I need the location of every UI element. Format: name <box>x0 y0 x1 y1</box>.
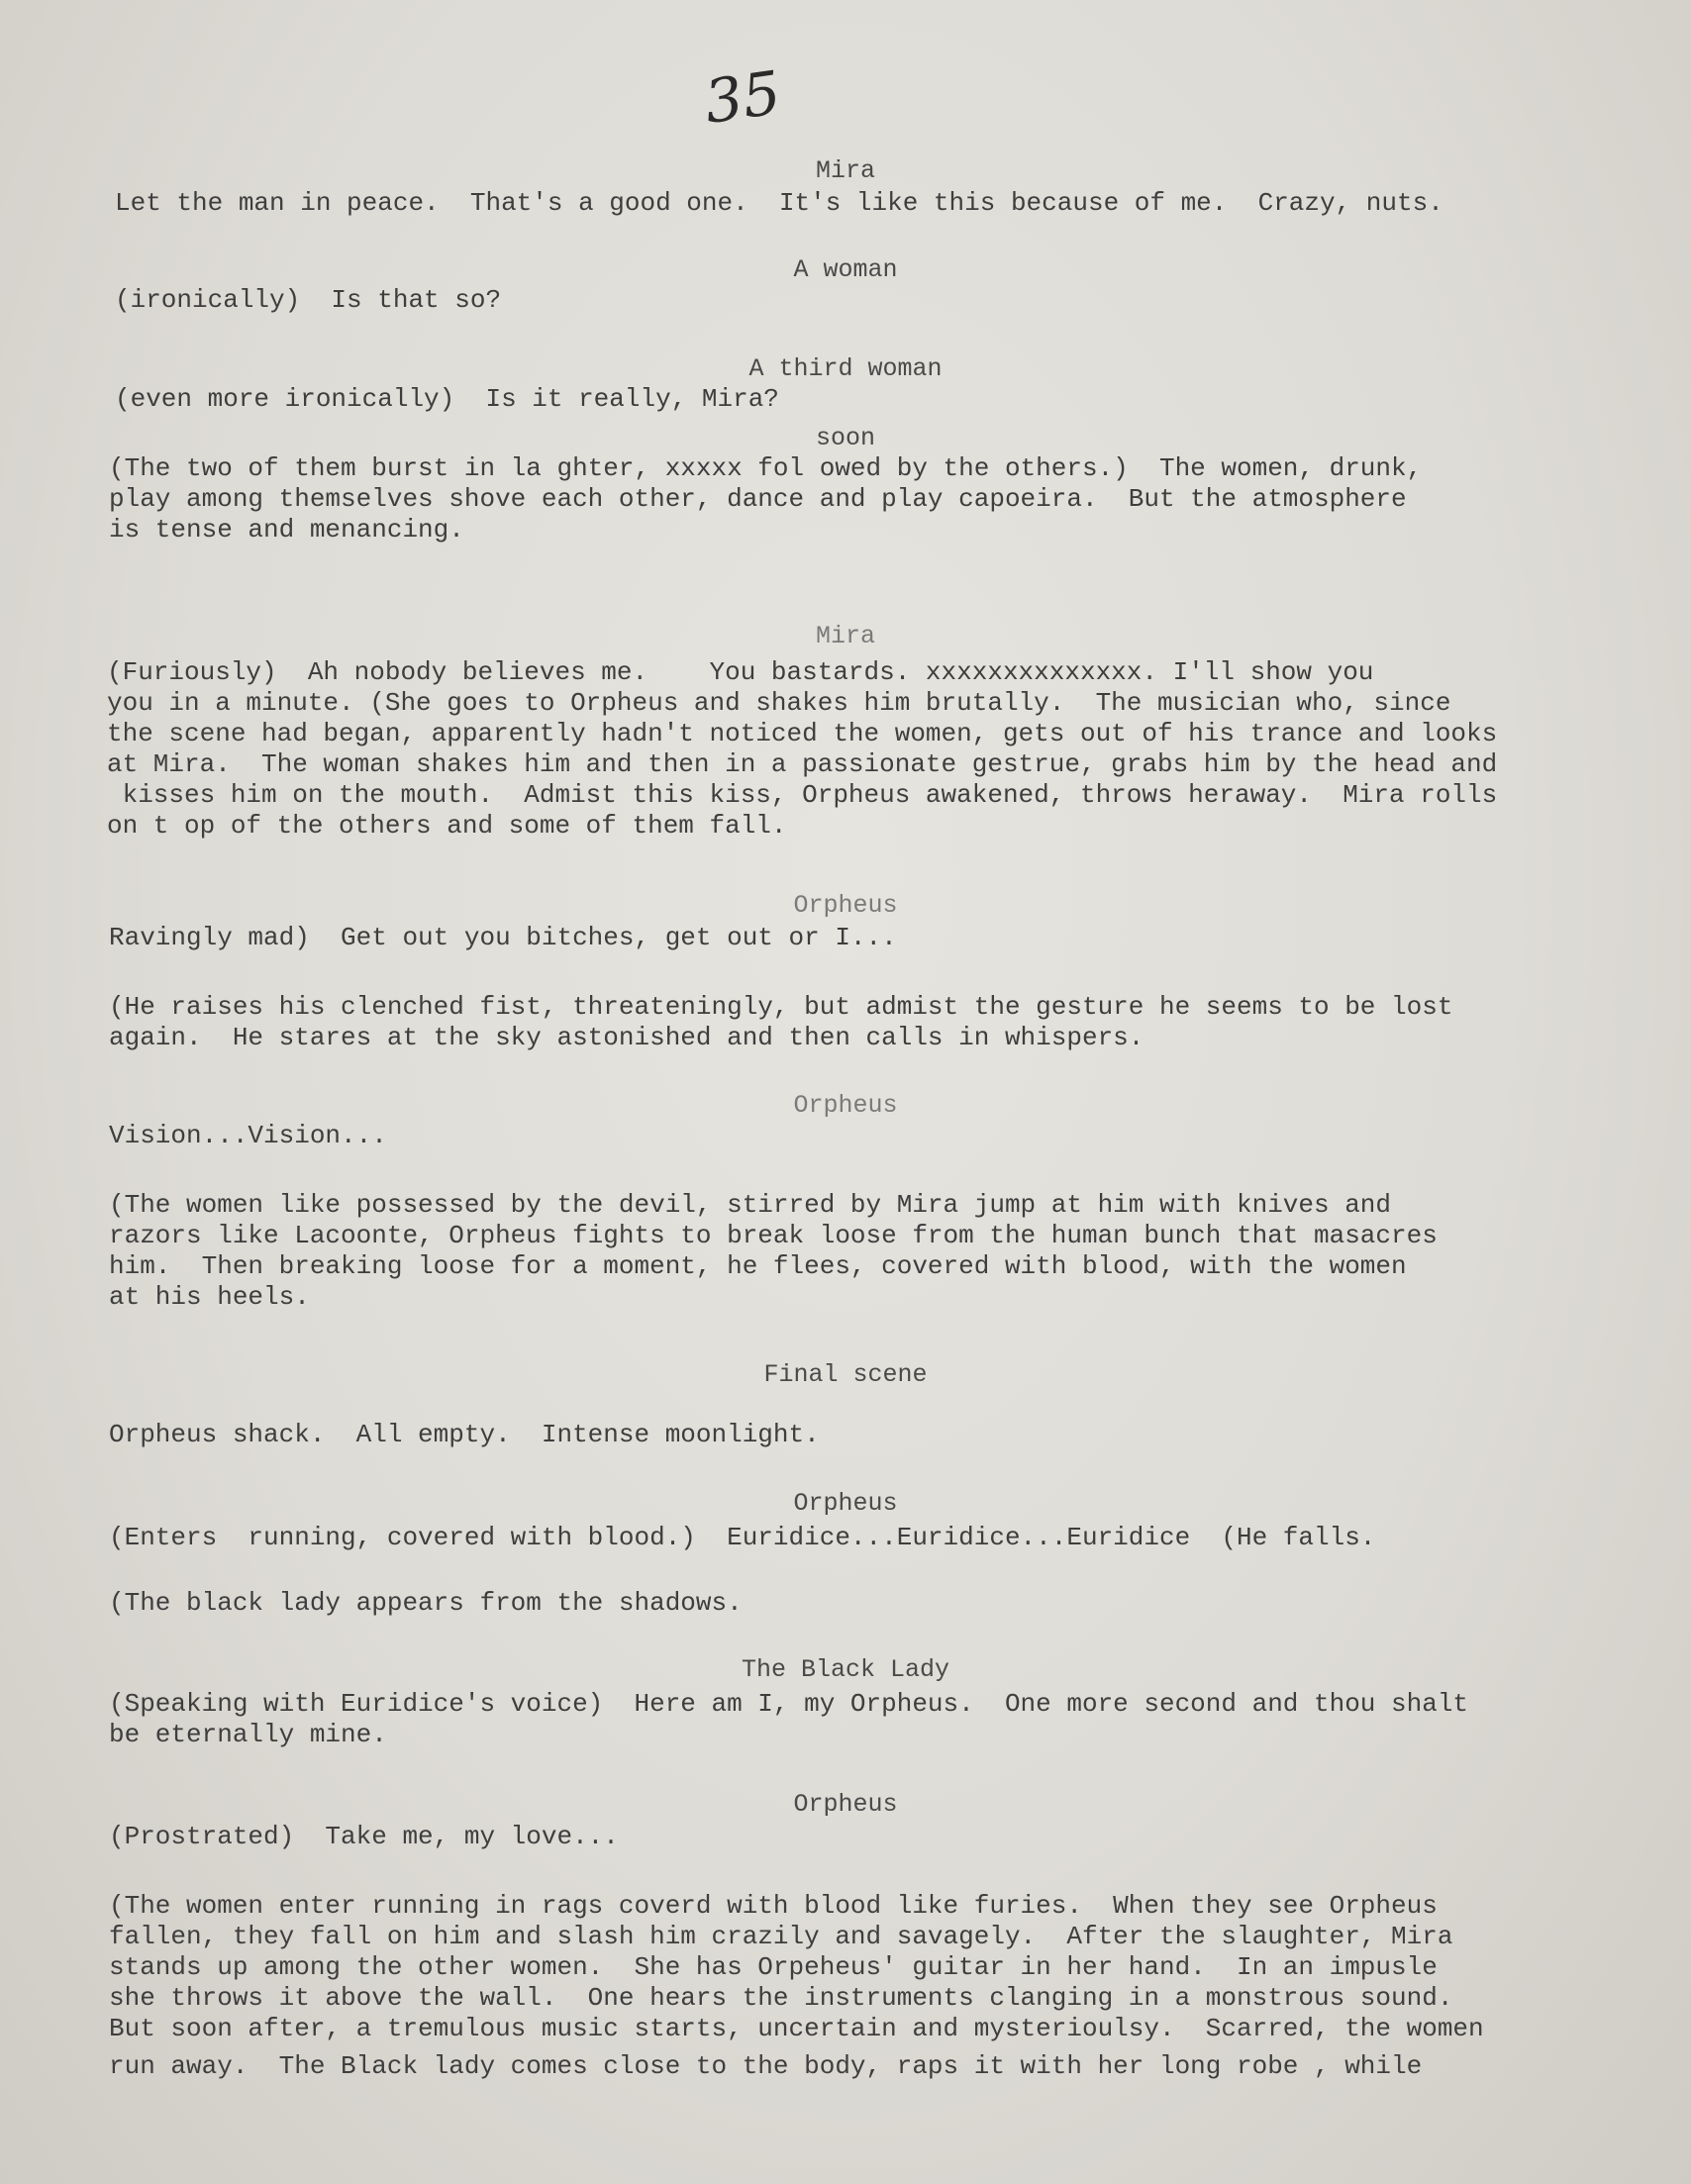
script-line: (The two of them burst in la ghter, xxxxx fol owed by the others.) The women, drunk, <box>109 453 1423 483</box>
script-line: is tense and menancing. <box>109 515 464 545</box>
script-line: at Mira. The woman shakes him and then in a passionate gestrue, grabs him by the head and <box>107 749 1498 779</box>
script-line: (The women enter running in rags coverd with blood like furies. When they see Orpheus <box>109 1891 1438 1921</box>
speaker-name: Final scene <box>763 1360 928 1389</box>
script-line: Vision...Vision... <box>109 1121 387 1150</box>
speaker-name: The Black Lady <box>741 1655 950 1684</box>
script-line: stands up among the other women. She has Orpeheus' guitar in her hand. In an impusle <box>109 1952 1438 1982</box>
script-line: on t op of the others and some of them fall. <box>107 811 787 841</box>
script-line: fallen, they fall on him and slash him crazily and savagely. After the slaughter, Mira <box>109 1922 1453 1951</box>
script-line: (Enters running, covered with blood.) Euridice...Euridice...Euridice (He falls. <box>109 1523 1376 1552</box>
script-line: (ironically) Is that so? <box>115 285 502 315</box>
script-line: Orpheus shack. All empty. Intense moonlight. <box>109 1420 820 1449</box>
speaker-name: Mira <box>815 156 875 185</box>
script-line: play among themselves shove each other, dance and play capoeira. But the atmosphere <box>109 484 1407 514</box>
speaker-name: Orpheus <box>793 1790 898 1819</box>
script-line: (Furiously) Ah nobody believes me. You bastards. xxxxxxxxxxxxxx. I'll show you <box>107 657 1374 687</box>
script-line: (The black lady appears from the shadows. <box>109 1588 743 1618</box>
speaker-name: A third woman <box>748 354 943 383</box>
script-line: be eternally mine. <box>109 1720 387 1749</box>
page-number: 35 <box>700 58 785 138</box>
speaker-name: Orpheus <box>793 891 898 920</box>
script-line: run away. The Black lady comes close to the body, raps it with her long robe , while <box>109 2051 1423 2081</box>
script-line: you in a minute. (She goes to Orpheus and shakes him brutally. The musician who, since <box>107 688 1451 718</box>
script-line: But soon after, a tremulous music starts, uncertain and mysterioulsy. Scarred, the women <box>109 2014 1484 2043</box>
speaker-name: Orpheus <box>793 1091 898 1120</box>
script-line: (Prostrated) Take me, my love... <box>109 1822 619 1851</box>
script-line: the scene had began, apparently hadn't noticed the women, gets out of his trance and looks <box>107 719 1498 748</box>
speaker-name: soon <box>815 424 875 452</box>
script-line: (He raises his clenched fist, threateningly, but admist the gesture he seems to be lost <box>109 992 1453 1022</box>
script-line: him. Then breaking loose for a moment, he flees, covered with blood, with the women <box>109 1251 1407 1281</box>
script-line: (even more ironically) Is it really, Mira? <box>115 384 779 414</box>
script-line: (The women like possessed by the devil, stirred by Mira jump at him with knives and <box>109 1190 1392 1220</box>
script-line: Let the man in peace. That's a good one. It's like this because of me. Crazy, nuts. <box>115 188 1443 218</box>
script-line: again. He stares at the sky astonished and then calls in whispers. <box>109 1023 1144 1052</box>
script-line: (Speaking with Euridice's voice) Here am I, my Orpheus. One more second and thou shalt <box>109 1689 1469 1719</box>
script-line: at his heels. <box>109 1282 310 1312</box>
script-line: razors like Lacoonte, Orpheus fights to break loose from the human bunch that masacres <box>109 1221 1438 1250</box>
script-line: she throws it above the wall. One hears the instruments clanging in a monstrous sound. <box>109 1983 1453 2013</box>
script-line: kisses him on the mouth. Admist this kiss, Orpheus awakened, throws heraway. Mira rolls <box>107 780 1498 810</box>
speaker-name: Orpheus <box>793 1489 898 1518</box>
script-line: Ravingly mad) Get out you bitches, get out or I... <box>109 923 897 952</box>
speaker-name: Mira <box>815 622 875 650</box>
speaker-name: A woman <box>793 255 898 284</box>
